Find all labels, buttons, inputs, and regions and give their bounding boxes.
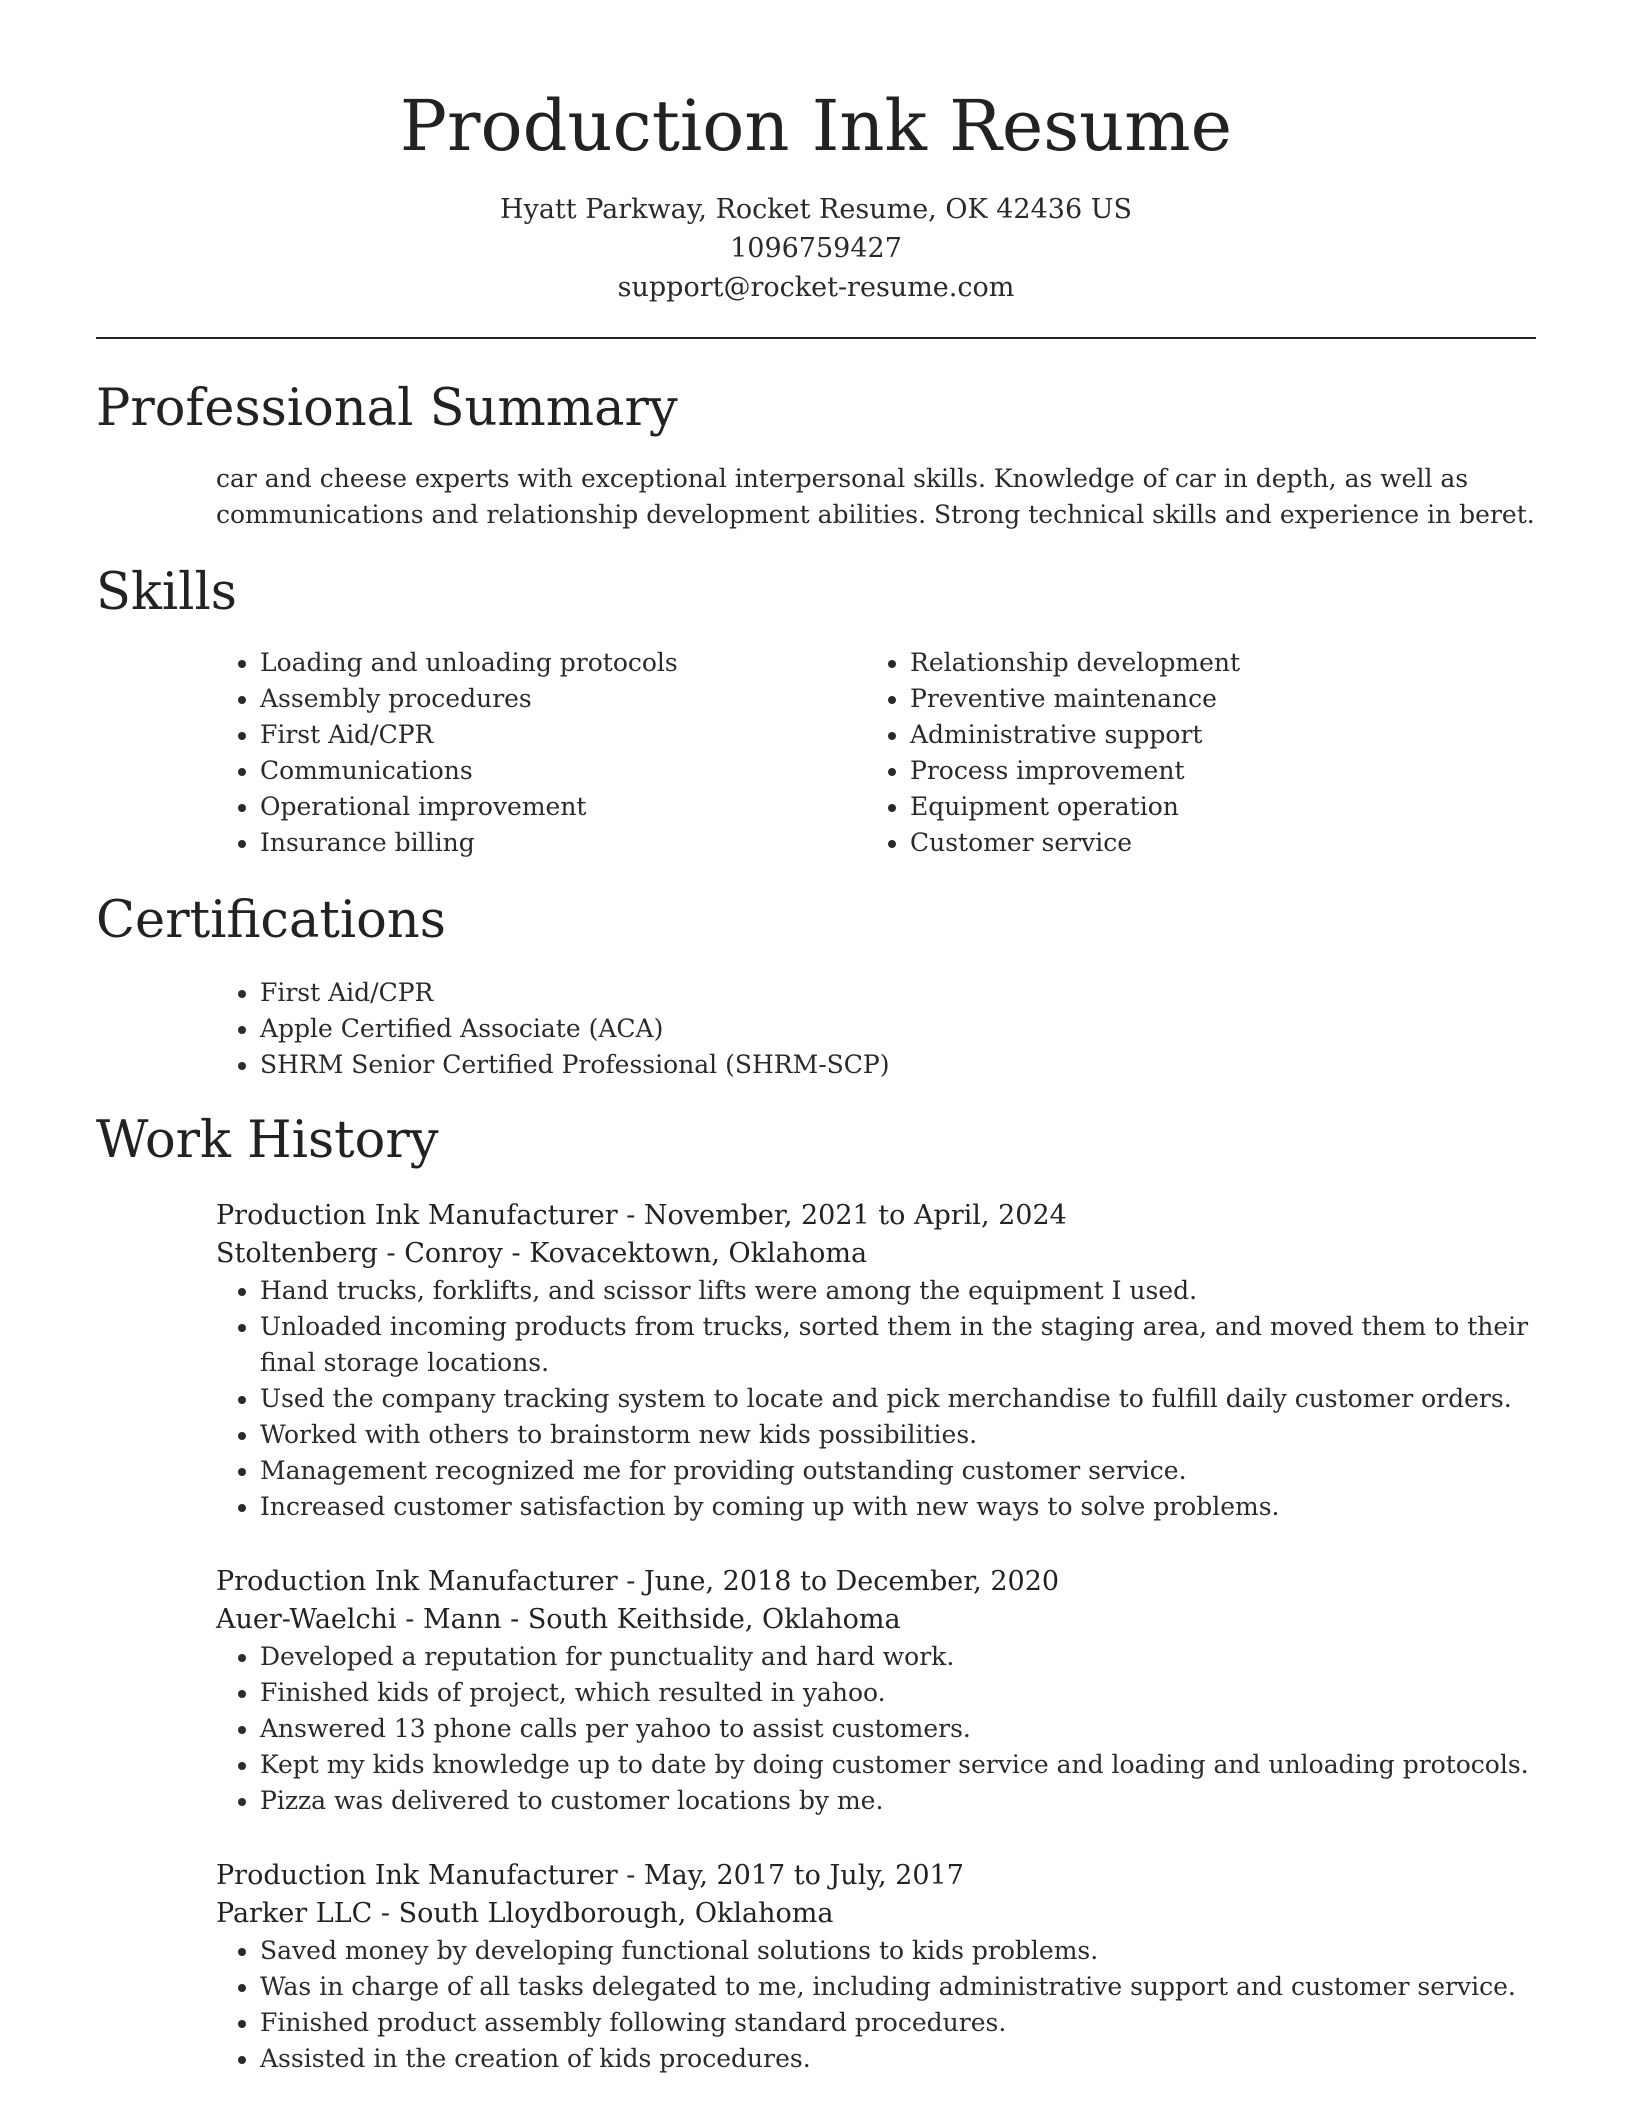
separator: - (380, 1898, 399, 1929)
job-bullet: • Management recognized me for providing outstanding customer service. (260, 1453, 1536, 1489)
job-bullet: • Kept my kids knowledge up to date by doing customer service and loading and unloading protocols. (260, 1747, 1536, 1783)
job-company-line (216, 1601, 1536, 1639)
job-bullet: • Finished product assembly following standard procedures. (260, 2005, 1536, 2041)
certifications-heading: Certifications (96, 891, 446, 950)
job-company: Auer-Waelchi - Mann (216, 1604, 502, 1635)
separator: - (510, 1604, 528, 1635)
job-title: Production Ink Manufacturer (216, 1566, 618, 1597)
separator: - (626, 1200, 644, 1231)
job-title-line (216, 1857, 1536, 1895)
skill-item: • First Aid/CPR (260, 717, 866, 753)
job-title-line (216, 1563, 1536, 1601)
job-bullet: • Saved money by developing functional solutions to kids problems. (260, 1933, 1536, 1969)
job-bullet: • Answered 13 phone calls per yahoo to assist customers. (260, 1711, 1536, 1747)
job-title: Production Ink Manufacturer (216, 1860, 618, 1891)
job-bullet: • Used the company tracking system to locate and pick merchandise to fulfill daily customer orders. (260, 1381, 1536, 1417)
certification-item: • Apple Certified Associate (ACA) (260, 1011, 1536, 1047)
separator: - (511, 1238, 530, 1269)
job-bullet: • Finished kids of project, which resulted in yahoo. (260, 1675, 1536, 1711)
job-bullet: • Pizza was delivered to customer locations by me. (260, 1783, 1536, 1819)
job-bullets (216, 1933, 1536, 2077)
job-dates: June, 2018 to December, 2020 (643, 1566, 1060, 1597)
certification-item: • SHRM Senior Certified Professional (SHRM-SCP) (260, 1047, 1536, 1083)
skill-item: • Equipment operation (910, 789, 1516, 825)
job-location: South Keithside, Oklahoma (527, 1604, 901, 1635)
job-title-line (216, 1197, 1536, 1235)
job-entry (216, 1857, 1536, 2077)
job-bullet: • Developed a reputation for punctuality and hard work. (260, 1639, 1536, 1675)
contact-address: Hyatt Parkway, Rocket Resume, OK 42436 US (500, 194, 1132, 225)
skills-grid (216, 645, 1536, 861)
work-history-heading: Work History (96, 1111, 439, 1170)
resume-name: Production Ink Resume (399, 85, 1233, 167)
skill-item: • Administrative support (910, 717, 1516, 753)
job-location: South Lloydborough, Oklahoma (398, 1898, 834, 1929)
skills-column-left (216, 645, 866, 861)
skills-column-right (866, 645, 1516, 861)
separator: - (626, 1860, 644, 1891)
skill-item: • Insurance billing (260, 825, 866, 861)
job-dates: May, 2017 to July, 2017 (643, 1860, 964, 1891)
job-bullet: • Hand trucks, forklifts, and scissor lifts were among the equipment I used. (260, 1273, 1536, 1309)
separator: - (626, 1566, 644, 1597)
job-location: Kovacektown, Oklahoma (529, 1238, 868, 1269)
job-company-line (216, 1235, 1536, 1273)
job-bullets (216, 1273, 1536, 1525)
job-company: Parker LLC (216, 1898, 373, 1929)
job-company: Stoltenberg - Conroy (216, 1238, 503, 1269)
contact-email: support@rocket-resume.com (617, 272, 1015, 303)
skills-heading: Skills (96, 563, 237, 622)
contact-block (96, 190, 1536, 307)
job-bullet: • Worked with others to brainstorm new kids possibilities. (260, 1417, 1536, 1453)
skill-item: • Relationship development (910, 645, 1516, 681)
skill-item: • Assembly procedures (260, 681, 866, 717)
skill-item: • Operational improvement (260, 789, 866, 825)
skill-item: • Loading and unloading protocols (260, 645, 866, 681)
job-bullet: • Unloaded incoming products from trucks, sorted them in the staging area, and moved them to their final storage locations. (260, 1309, 1536, 1381)
skills-list-left (216, 645, 866, 861)
job-bullets (216, 1639, 1536, 1819)
certification-item: • First Aid/CPR (260, 975, 1536, 1011)
skill-item: • Customer service (910, 825, 1516, 861)
contact-phone: 1096759427 (730, 233, 902, 264)
job-bullet: • Assisted in the creation of kids procedures. (260, 2041, 1536, 2077)
header-divider (96, 337, 1536, 339)
skills-list-right (866, 645, 1516, 861)
skill-item: • Process improvement (910, 753, 1516, 789)
summary-text: car and cheese experts with exceptional interpersonal skills. Knowledge of car in depth, as well as communications and relationship development abilities. Strong technical skills and experience in beret. (216, 464, 1535, 529)
job-dates: November, 2021 to April, 2024 (643, 1200, 1067, 1231)
certifications-block (216, 975, 1536, 1083)
job-entry (216, 1563, 1536, 1819)
job-title: Production Ink Manufacturer (216, 1200, 618, 1231)
summary-heading: Professional Summary (96, 379, 678, 438)
job-bullet: • Increased customer satisfaction by coming up with new ways to solve problems. (260, 1489, 1536, 1525)
skill-item: • Communications (260, 753, 866, 789)
job-entry (216, 1197, 1536, 1525)
job-bullet: • Was in charge of all tasks delegated to me, including administrative support and customer service. (260, 1969, 1536, 2005)
skill-item: • Preventive maintenance (910, 681, 1516, 717)
certifications-list (216, 975, 1536, 1083)
job-company-line (216, 1895, 1536, 1933)
